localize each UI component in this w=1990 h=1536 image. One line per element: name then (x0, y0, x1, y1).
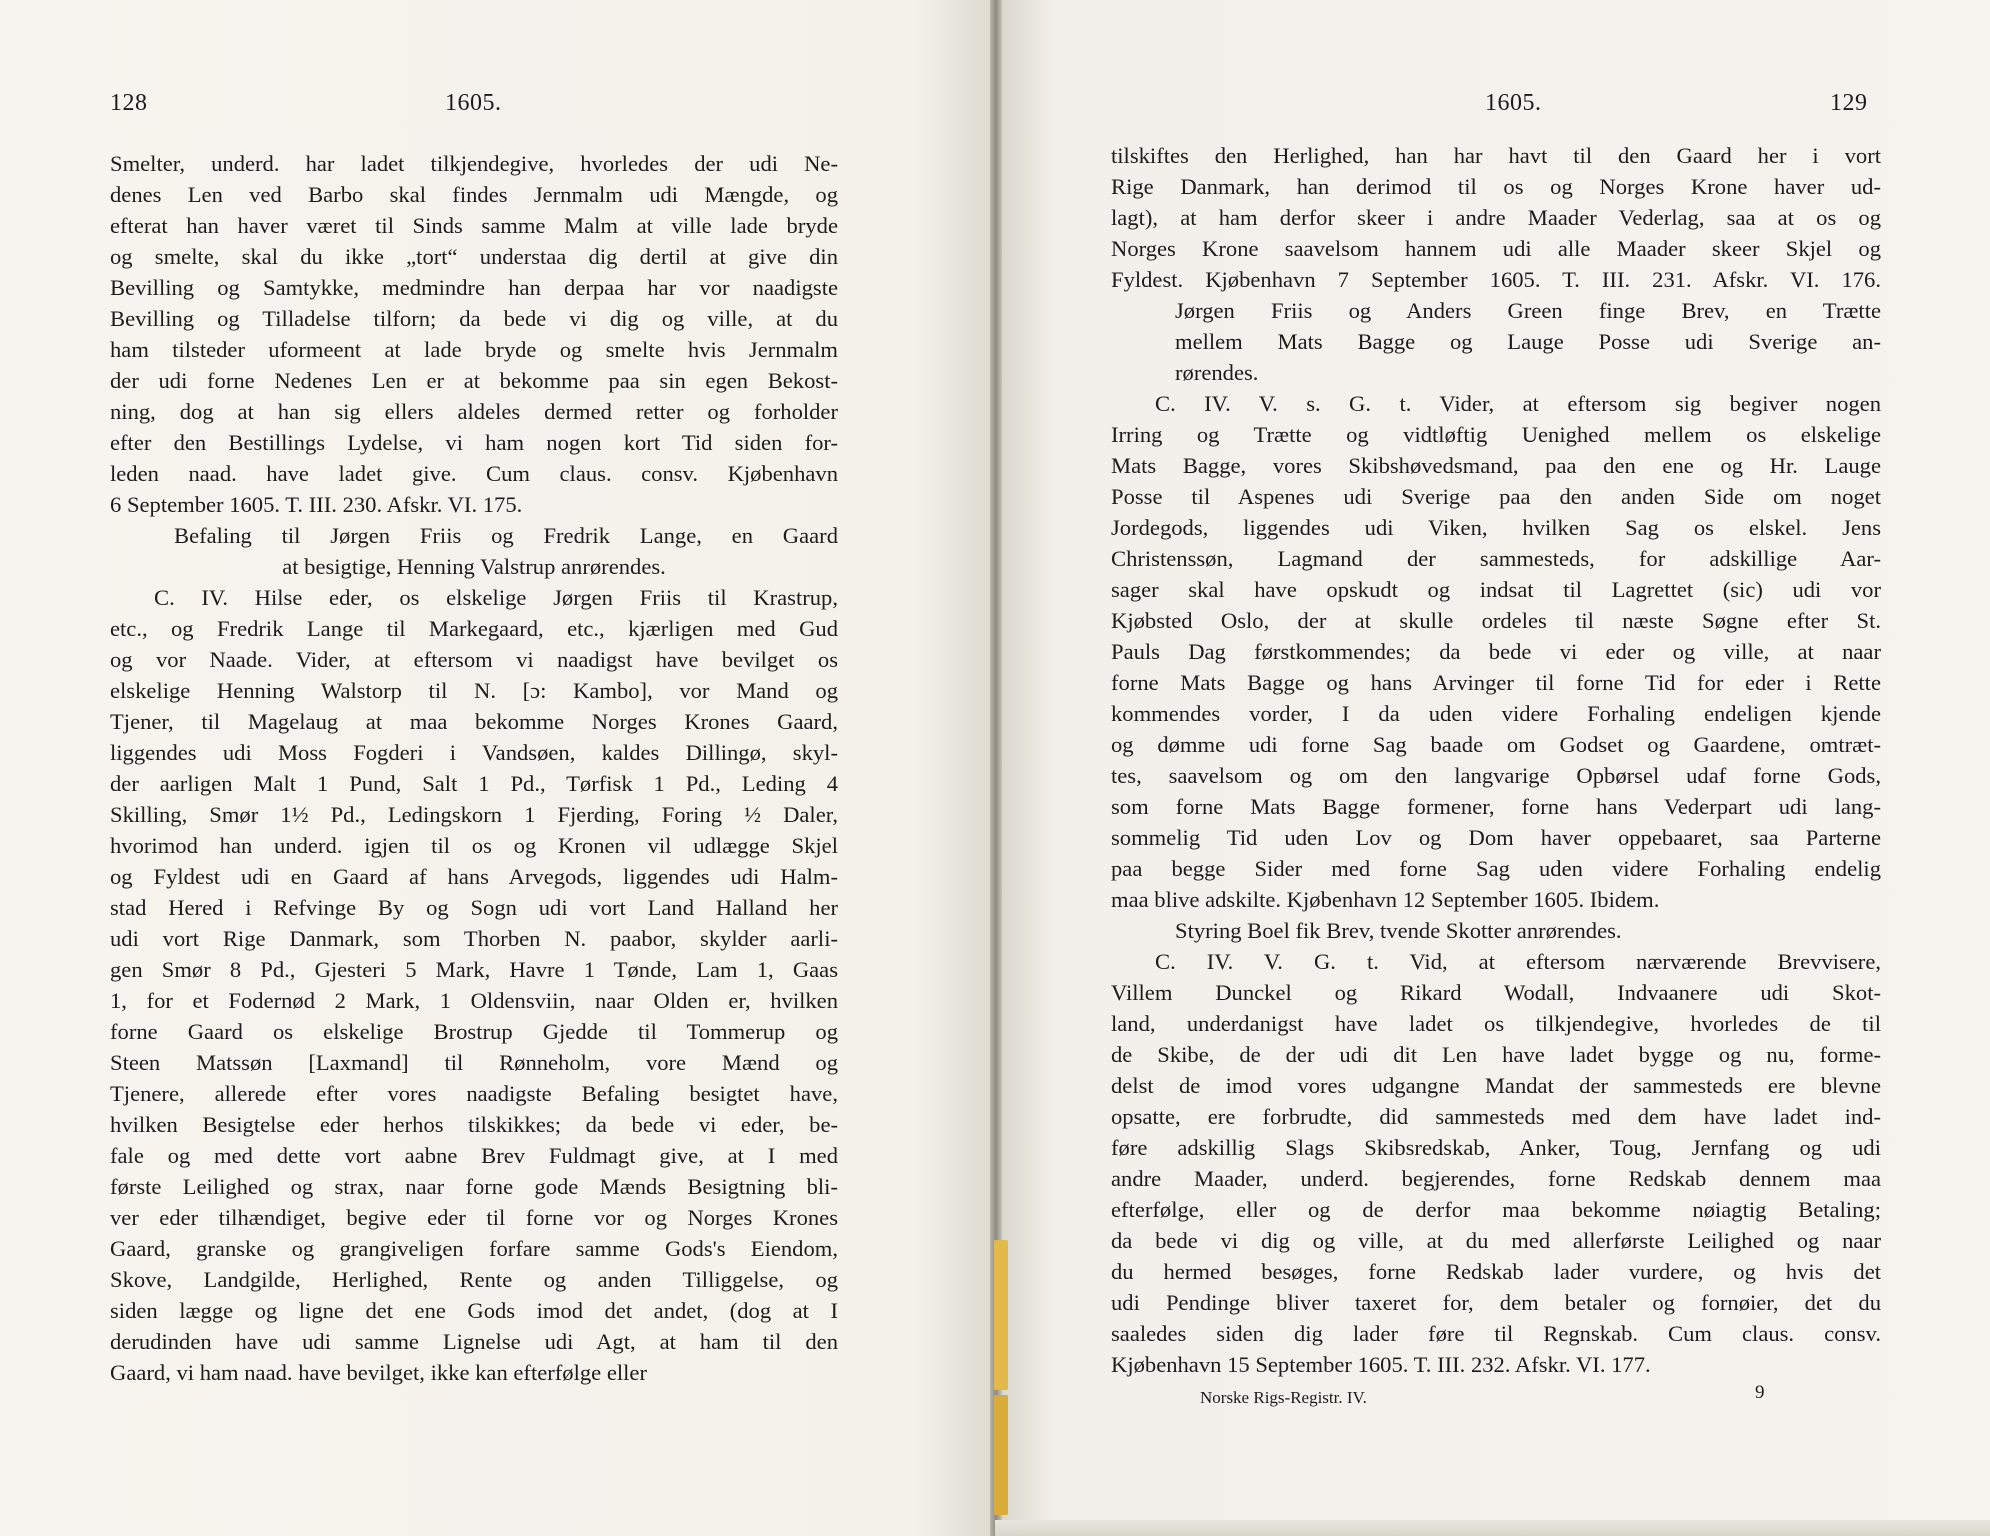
text-line: Gaard, granske og grangiveligen forfare samme Gods's Eiendom, (110, 1236, 838, 1261)
text-line: mellem Mats Bagge og Lauge Posse udi Sverige an- (1175, 329, 1881, 354)
text-line: ham tilsteder uformeent at lade bryde og smelte hvis Jernmalm (110, 337, 838, 362)
text-line: og Fyldest udi en Gaard af hans Arvegods, liggendes udi Halm- (110, 864, 838, 889)
text-line: udi Pendinge bliver taxeret for, dem betaler og fornøier, det du (1111, 1290, 1881, 1315)
text-line: Christenssøn, Lagmand der sammesteds, for adskillige Aar- (1111, 546, 1881, 571)
text-line: Steen Matssøn [Laxmand] til Rønneholm, vore Mænd og (110, 1050, 838, 1075)
text-line: efterfølge, eller og de derfor maa bekomme nøiagtig Betaling; (1111, 1197, 1881, 1222)
text-line: Kjøbsted Oslo, der at skulle ordeles til næste Søgne efter St. (1111, 608, 1881, 633)
text-line: paa begge Sider med forne Sag uden videre Forhaling endelig (1111, 856, 1881, 881)
text-line: Styring Boel fik Brev, tvende Skotter anrørendes. (1175, 918, 1622, 943)
right-page-text (1111, 140, 1881, 1380)
text-line: og smelte, skal du ikke „tort“ understaa dig dertil at give din (110, 244, 838, 269)
text-line: C. IV. Hilse eder, os elskelige Jørgen Friis til Krastrup, (154, 585, 838, 610)
text-line: Irring og Trætte og vidtløftig Uenighed mellem os elskelige (1111, 422, 1881, 447)
text-line: Skilling, Smør 1½ Pd., Ledingskorn 1 Fjerding, Foring ½ Daler, (110, 802, 838, 827)
text-line: da bede vi dig og ville, at du med allerførste Leilighed og naar (1111, 1228, 1881, 1253)
text-line: C. IV. V. s. G. t. Vider, at eftersom sig begiver nogen (1155, 391, 1881, 416)
text-line: Rige Danmark, han derimod til os og Norges Krone haver ud- (1111, 174, 1881, 199)
text-line: gen Smør 8 Pd., Gjesteri 5 Mark, Havre 1 Tønde, Lam 1, Gaas (110, 957, 838, 982)
gutter-tab-upper (994, 1240, 1008, 1390)
text-line: land, underdanigst have ladet os tilkjendegive, hvorledes de til (1111, 1011, 1881, 1036)
text-line: Gaard, vi ham naad. have bevilget, ikke kan efterfølge eller (110, 1360, 647, 1385)
text-line: tilskiftes den Herlighed, han har havt til den Gaard her i vort (1111, 143, 1881, 168)
text-line: 6 September 1605. T. III. 230. Afskr. VI. 175. (110, 492, 523, 517)
text-line: opsatte, ere forbrudte, did sammesteds med dem have ladet ind- (1111, 1104, 1881, 1129)
left-running-head: 1605. (445, 90, 502, 116)
text-line: første Leilighed og strax, naar forne gode Mænds Besigtning bli- (110, 1174, 838, 1199)
text-line: at besigtige, Henning Valstrup anrørendes. (282, 554, 666, 579)
page-bottom-edge (995, 1520, 1990, 1536)
text-line: siden lægge og ligne det ene Gods imod det andet, (dog at I (110, 1298, 838, 1323)
text-line: efterat han haver været til Sinds samme Malm at ville lade bryde (110, 213, 838, 238)
text-line: denes Len ved Barbo skal findes Jernmalm udi Mængde, og (110, 182, 838, 207)
text-line: ning, dog at han sig ellers aldeles dermed retter og forholder (110, 399, 838, 424)
text-line: hvilken Besigtelse eder herhos tilskikkes; da bede vi eder, be- (110, 1112, 838, 1137)
text-line: C. IV. V. G. t. Vid, at eftersom nærværende Brevvisere, (1155, 949, 1881, 974)
text-line: og vor Naade. Vider, at eftersom vi naadigst have bevilget os (110, 647, 838, 672)
text-line: Kjøbenhavn 15 September 1605. T. III. 232. Afskr. VI. 177. (1111, 1352, 1651, 1377)
text-line: fale og med dette vort aabne Brev Fuldmagt give, at I med (110, 1143, 838, 1168)
text-line: stad Hered i Refvinge By og Sogn udi vort Land Halland her (110, 895, 838, 920)
text-line: og dømme udi forne Sag baade om Godset og Gaardene, omtræt- (1111, 732, 1881, 757)
text-line: de Skibe, de der udi dit Len have ladet bygge og nu, forme- (1111, 1042, 1881, 1067)
left-page-text (110, 148, 838, 1388)
text-line: Pauls Dag førstkommendes; da bede vi eder og ville, at naar (1111, 639, 1881, 664)
signature-number: 9 (1755, 1382, 1765, 1403)
text-line: ver eder tilhændiget, begive eder til forne vor og Norges Krones (110, 1205, 838, 1230)
text-line: derudinden have udi samme Lignelse udi Agt, at ham til den (110, 1329, 838, 1354)
text-line: som forne Mats Bagge formener, forne hans Vederpart udi lang- (1111, 794, 1881, 819)
text-line: Jordegods, liggendes udi Viken, hvilken Sag os elskel. Jens (1111, 515, 1881, 540)
text-line: andre Maader, underd. begjerendes, forne Redskab dennem maa (1111, 1166, 1881, 1191)
text-line: Befaling til Jørgen Friis og Fredrik Lange, en Gaard (174, 523, 838, 548)
text-line: Bevilling og Tilladelse tilforn; da bede vi dig og ville, at du (110, 306, 838, 331)
text-line: elskelige Henning Walstorp til N. [ɔ: Kambo], vor Mand og (110, 678, 838, 703)
text-line: der udi forne Nedenes Len er at bekomme paa sin egen Bekost- (110, 368, 838, 393)
text-line: leden naad. have ladet give. Cum claus. consv. Kjøbenhavn (110, 461, 838, 486)
text-line: Bevilling og Samtykke, medmindre han derpaa har vor naadigste (110, 275, 838, 300)
text-line: Skove, Landgilde, Herlighed, Rente og anden Tilliggelse, og (110, 1267, 838, 1292)
text-line: saaledes siden dig lader føre til Regnskab. Cum claus. consv. (1111, 1321, 1881, 1346)
text-line: Tjenere, allerede efter vores naadigste Befaling besigtet have, (110, 1081, 838, 1106)
text-line: hvorimod han underd. igjen til os og Kronen vil udlægge Skjel (110, 833, 838, 858)
text-line: rørendes. (1175, 360, 1259, 385)
text-line: udi vort Rige Danmark, som Thorben N. paabor, skylder aarli- (110, 926, 838, 951)
text-line: du hermed besøges, forne Redskab lader vurdere, og hvis det (1111, 1259, 1881, 1284)
text-line: sommelig Tid uden Lov og Dom haver oppebaaret, saa Parterne (1111, 825, 1881, 850)
right-page-number: 129 (1830, 90, 1868, 116)
text-line: Mats Bagge, vores Skibshøvedsmand, paa den ene og Hr. Lauge (1111, 453, 1881, 478)
signature-label: Norske Rigs-Registr. IV. (1200, 1388, 1367, 1407)
text-line: forne Mats Bagge og hans Arvinger til forne Tid for eder i Rette (1111, 670, 1881, 695)
text-line: Posse til Aspenes udi Sverige paa den anden Side om noget (1111, 484, 1881, 509)
text-line: forne Gaard os elskelige Brostrup Gjedde til Tommerup og (110, 1019, 838, 1044)
text-line: føre adskillig Slags Skibsredskab, Anker, Toug, Jernfang og udi (1111, 1135, 1881, 1160)
gutter-tab-lower (994, 1395, 1008, 1515)
text-line: maa blive adskilte. Kjøbenhavn 12 September 1605. Ibidem. (1111, 887, 1660, 912)
text-line: 1, for et Fodernød 2 Mark, 1 Oldensviin, naar Olden er, hvilken (110, 988, 838, 1013)
text-line: tes, saavelsom og om den langvarige Opbørsel udaf forne Gods, (1111, 763, 1881, 788)
text-line: Norges Krone saavelsom hannem udi alle Maader skeer Skjel og (1111, 236, 1881, 261)
text-line: Smelter, underd. har ladet tilkjendegive, hvorledes der udi Ne- (110, 151, 838, 176)
right-page (995, 0, 1990, 1536)
text-line: etc., og Fredrik Lange til Markegaard, etc., kjærligen med Gud (110, 616, 838, 641)
text-line: Villem Dunckel og Rikard Wodall, Indvaanere udi Skot- (1111, 980, 1881, 1005)
text-line: Jørgen Friis og Anders Green finge Brev, en Trætte (1175, 298, 1881, 323)
text-line: kommendes vorder, I da uden videre Forhaling endeligen kjende (1111, 701, 1881, 726)
text-line: lagt), at ham derfor skeer i andre Maader Vederlag, saa at os og (1111, 205, 1881, 230)
text-line: sager skal have opskudt og indsat til Lagrettet (sic) udi vor (1111, 577, 1881, 602)
text-line: efter den Bestillings Lydelse, vi ham nogen kort Tid siden for- (110, 430, 838, 455)
right-running-head: 1605. (1485, 90, 1542, 116)
left-page-number: 128 (110, 90, 148, 116)
text-line: Tjener, til Magelaug at maa bekomme Norges Krones Gaard, (110, 709, 838, 734)
text-line: der aarligen Malt 1 Pund, Salt 1 Pd., Tørfisk 1 Pd., Leding 4 (110, 771, 838, 796)
text-line: liggendes udi Moss Fogderi i Vandsøen, kaldes Dillingø, skyl- (110, 740, 838, 765)
text-line: delst de imod vores udgangne Mandat der sammesteds ere blevne (1111, 1073, 1881, 1098)
text-line: Fyldest. Kjøbenhavn 7 September 1605. T. III. 231. Afskr. VI. 176. (1111, 267, 1881, 292)
